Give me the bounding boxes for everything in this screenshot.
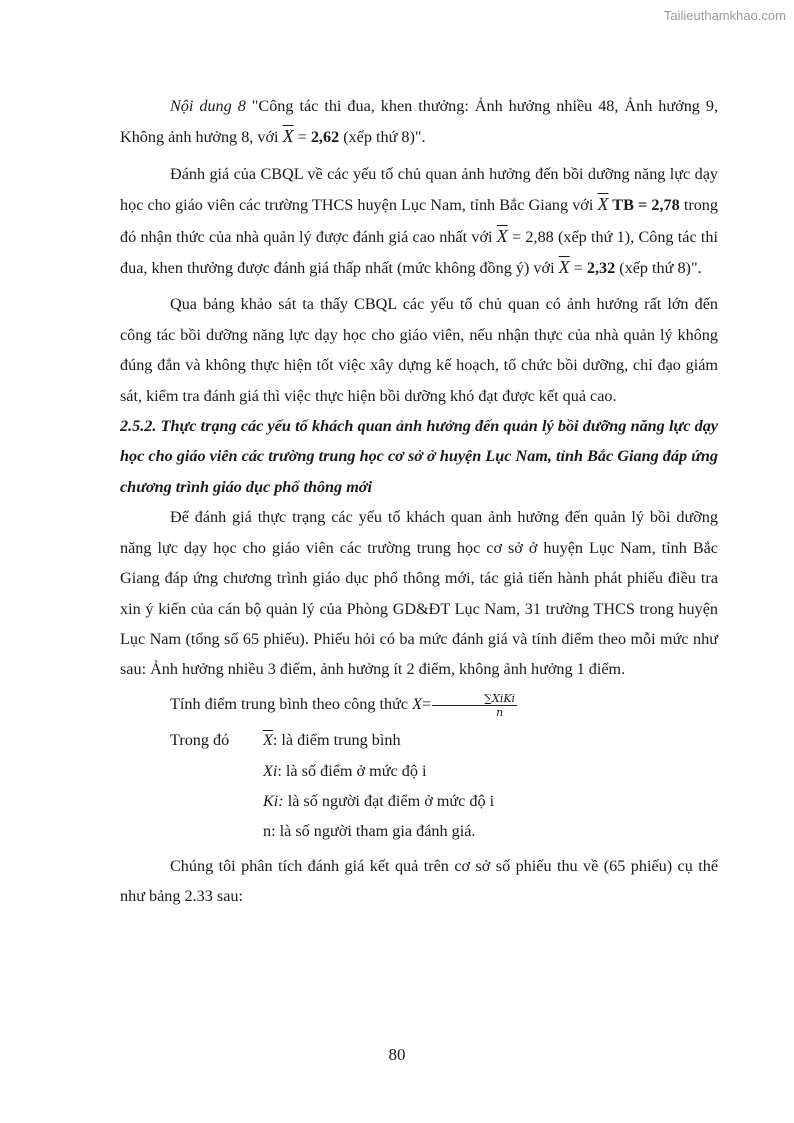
watermark: Tailieuthamkhao.com: [663, 8, 786, 23]
page-number: 80: [388, 1045, 406, 1064]
formula-eq: =: [422, 694, 432, 713]
section-heading: 2.5.2. Thực trạng các yếu tố khách quan ảnh hưởng đến quản lý bồi dưỡng năng lực dạy học cho giáo viên các trường trung học cơ sở ở huyện Lục Nam, tỉnh Bắc Giang đáp ứng chương trình giáo dục phổ thông mới: [120, 417, 718, 496]
p1-eq: =: [293, 128, 311, 147]
paragraph-survey-conclusion: Qua bảng khảo sát ta thấy CBQL các yếu tố chủ quan có ảnh hưởng rất lớn đến công tác bồi dưỡng năng lực dạy học cho giáo viên, nếu nhận thực của nhà quản lý không đúng đắn và không thực hiện tốt việc xây dựng kế hoạch, tổ chức bồi dưỡng, chỉ đạo giám sát, kiểm tra đánh giá thì việc thực hiện bồi dưỡng khó đạt được kết quả cao.: [120, 295, 718, 405]
content-8-label: Nội dung 8: [170, 97, 246, 115]
mean-symbol: $\overline{X}$: [496, 225, 508, 246]
def-symbol: Ki:: [263, 791, 284, 810]
def-symbol: Xi: [263, 761, 278, 780]
p2-text-b: trong đó nhận thức của nhà quản lý được đánh giá cao nhất với: [120, 196, 718, 246]
def-symbol: n: [263, 822, 272, 841]
def-desc: : là số người tham gia đánh giá.: [271, 822, 476, 841]
p2-text-a: Đánh giá của CBQL về các yếu tố chủ quan ảnh hưởng đến bồi dưỡng năng lực dạy học cho giáo viên các trường THCS huyện Lục Nam, tỉnh Bắc Giang với: [120, 164, 718, 215]
formula-line: [120, 689, 718, 719]
p1-value: 2,62: [310, 128, 340, 147]
definition-row: [120, 786, 718, 816]
definitions-list: [120, 725, 718, 847]
p1-text-a: "Công tác thi đua, khen thưởng: Ảnh hưởng nhiều 48, Ảnh hưởng 9, Không ảnh hưởng 8, với: [120, 97, 719, 147]
definition-row: [120, 725, 718, 755]
p2-tb: TB = 2,78: [608, 196, 680, 215]
definitions-lead: Trong đó: [170, 731, 230, 750]
formula-fraction: [432, 692, 517, 719]
p2-value: 2,32: [586, 259, 616, 278]
formula-denominator: n: [496, 705, 504, 719]
formula-numerator: ∑XiKi: [432, 692, 517, 706]
document-body: [120, 91, 718, 912]
def-desc: : là số điểm ở mức độ i: [277, 761, 427, 780]
p2-text-c: = 2,88 (xếp thứ 1), Công tác thi đua, khen thưởng được đánh giá thấp nhất (mức không đồng ý) với: [120, 227, 718, 278]
def-desc: là số người đạt điểm ở mức độ i: [283, 791, 495, 810]
p2-text-d: (xếp thứ 8)".: [615, 259, 702, 278]
paragraph-evaluation: [120, 159, 718, 284]
p2-eq: =: [569, 259, 587, 278]
mean-symbol: $\overline{X}$: [597, 194, 609, 215]
mean-symbol: $\overline{X}$: [282, 126, 294, 147]
mean-symbol: $\overline{X}$: [558, 257, 570, 278]
paragraph-content-8: [120, 91, 718, 153]
paragraph-methodology: Để đánh giá thực trạng các yếu tố khách quan ảnh hưởng đến quản lý bồi dưỡng năng lực dạy học cho giáo viên các trường trung học cơ sở ở huyện Lục Nam, tỉnh Bắc Giang đáp ứng chương trình giáo dục phổ thông mới, tác giả tiến hành phát phiếu điều tra xin ý kiến của cán bộ quản lý của Phòng GD&ĐT Lục Nam, 31 trường THCS trong huyện Lục Nam (tổng số 65 phiếu). Phiếu hỏi có ba mức đánh giá và tính điểm theo mỗi mức như sau: Ảnh hưởng nhiều 3 điểm, ảnh hưởng ít 2 điểm, không ảnh hưởng 1 điểm.: [120, 508, 718, 679]
formula-text: Tính điểm trung bình theo công thức: [170, 694, 413, 713]
def-symbol: $\overline{X}$: [263, 731, 273, 750]
p1-text-b: (xếp thứ 8)".: [339, 128, 426, 147]
formula-x: X: [412, 694, 422, 713]
def-desc: : là điểm trung bình: [272, 731, 401, 750]
definition-row: [120, 756, 718, 786]
definition-row: [120, 816, 718, 846]
paragraph-table-intro: Chúng tôi phân tích đánh giá kết quả trên cơ sở số phiếu thu về (65 phiếu) cụ thể như bảng 2.33 sau:: [120, 856, 718, 906]
